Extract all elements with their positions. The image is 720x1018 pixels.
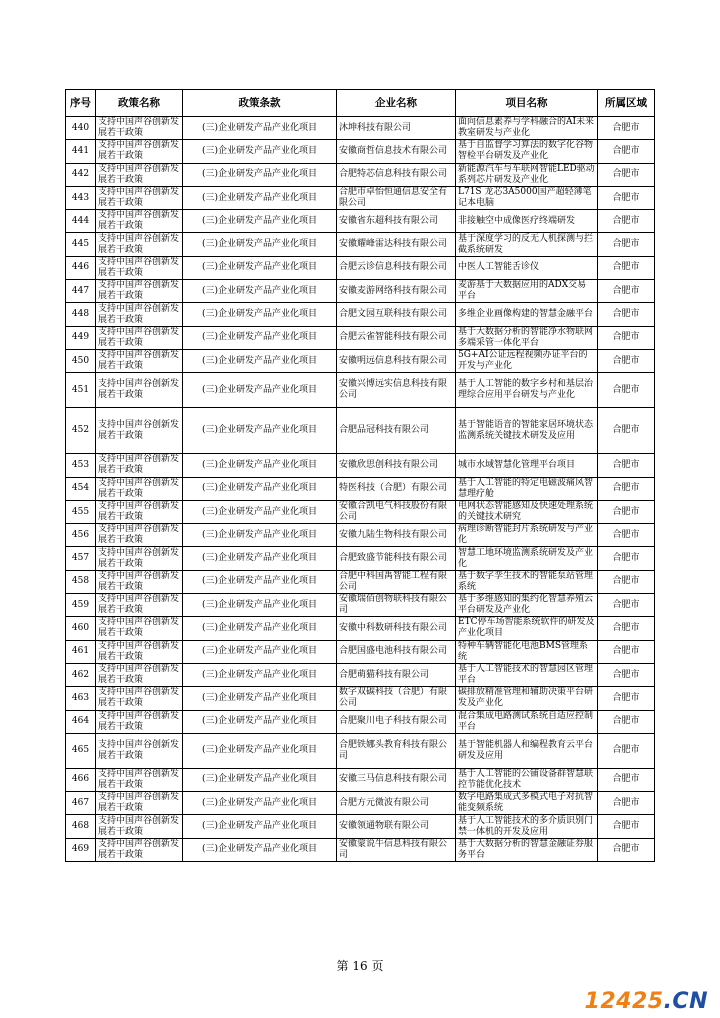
cell-region: 合肥市 — [598, 733, 655, 768]
cell-region: 合肥市 — [598, 233, 655, 256]
cell-policy-terms: (三)企业研发产品产业化项目 — [183, 233, 337, 256]
cell-region: 合肥市 — [598, 408, 655, 454]
cell-region: 合肥市 — [598, 663, 655, 686]
table-row — [66, 163, 655, 186]
cell-project-name: 新能源汽车与车联网智能LED驱动系列芯片研发及产业化 — [456, 163, 598, 186]
cell-policy-name: 支持中国声谷创新发展若干政策 — [96, 500, 183, 523]
table-row — [66, 570, 655, 593]
cell-region: 合肥市 — [598, 524, 655, 547]
header-seq: 序号 — [66, 90, 96, 117]
table-row — [66, 710, 655, 733]
table-row — [66, 815, 655, 838]
table-row — [66, 524, 655, 547]
page-number: 第 16 页 — [336, 959, 384, 973]
cell-seq: 442 — [66, 163, 96, 186]
cell-policy-terms: (三)企业研发产品产业化项目 — [183, 163, 337, 186]
header-policy-name: 政策名称 — [96, 90, 183, 117]
cell-policy-terms: (三)企业研发产品产业化项目 — [183, 768, 337, 791]
cell-policy-name: 支持中国声谷创新发展若干政策 — [96, 547, 183, 570]
table-row — [66, 373, 655, 408]
cell-project-name: 城市水域智慧化管理平台项目 — [456, 454, 598, 477]
cell-company-name: 合肥聚川电子科技有限公司 — [337, 710, 456, 733]
cell-policy-terms: (三)企业研发产品产业化项目 — [183, 617, 337, 640]
cell-policy-name: 支持中国声谷创新发展若干政策 — [96, 768, 183, 791]
cell-project-name: 基于人工智能的特定电磁波痛风智慧理疗舱 — [456, 477, 598, 500]
cell-seq: 450 — [66, 349, 96, 372]
cell-policy-name: 支持中国声谷创新发展若干政策 — [96, 710, 183, 733]
cell-policy-terms: (三)企业研发产品产业化项目 — [183, 326, 337, 349]
cell-policy-terms: (三)企业研发产品产业化项目 — [183, 500, 337, 523]
cell-company-name: 合肥方元微波有限公司 — [337, 792, 456, 815]
cell-project-name: 混合集成电路测试系统自适应控制平台 — [456, 710, 598, 733]
watermark-number: 12425 — [584, 989, 664, 1014]
cell-seq: 458 — [66, 570, 96, 593]
cell-seq: 462 — [66, 663, 96, 686]
cell-policy-name: 支持中国声谷创新发展若干政策 — [96, 617, 183, 640]
cell-project-name: 多维企业画像构建的智慧金融平台 — [456, 303, 598, 326]
cell-policy-name: 支持中国声谷创新发展若干政策 — [96, 733, 183, 768]
cell-region: 合肥市 — [598, 163, 655, 186]
cell-policy-terms: (三)企业研发产品产业化项目 — [183, 640, 337, 663]
table-row — [66, 408, 655, 454]
cell-company-name: 合肥致盛节能科技有限公司 — [337, 547, 456, 570]
cell-policy-name: 支持中国声谷创新发展若干政策 — [96, 594, 183, 617]
cell-project-name: 智慧工地环境监测系统研发及产业化 — [456, 547, 598, 570]
cell-region: 合肥市 — [598, 117, 655, 140]
cell-region: 合肥市 — [598, 687, 655, 710]
header-company-name: 企业名称 — [337, 90, 456, 117]
cell-company-name: 安徽兴博远实信息科技有限公司 — [337, 373, 456, 408]
header-project-name: 项目名称 — [456, 90, 598, 117]
table-row — [66, 117, 655, 140]
cell-company-name: 安徽耀峰雷达科技有限公司 — [337, 233, 456, 256]
cell-company-name: 合肥中科国禹智能工程有限公司 — [337, 570, 456, 593]
cell-region: 合肥市 — [598, 710, 655, 733]
policy-project-table — [65, 89, 655, 862]
cell-policy-name: 支持中国声谷创新发展若干政策 — [96, 326, 183, 349]
cell-region: 合肥市 — [598, 373, 655, 408]
cell-seq: 463 — [66, 687, 96, 710]
cell-seq: 457 — [66, 547, 96, 570]
cell-policy-terms: (三)企业研发产品产业化项目 — [183, 710, 337, 733]
cell-project-name: 基于人工智能技术的智慧园区管理平台 — [456, 663, 598, 686]
cell-policy-terms: (三)企业研发产品产业化项目 — [183, 838, 337, 861]
cell-policy-name: 支持中国声谷创新发展若干政策 — [96, 454, 183, 477]
watermark-tld: .CN — [663, 989, 708, 1014]
cell-project-name: 基于大数据分析的智能净水物联网多端采管一体化平台 — [456, 326, 598, 349]
cell-region: 合肥市 — [598, 815, 655, 838]
cell-policy-terms: (三)企业研发产品产业化项目 — [183, 280, 337, 303]
cell-company-name: 合肥铁娜头教育科技有限公司 — [337, 733, 456, 768]
cell-region: 合肥市 — [598, 256, 655, 279]
cell-policy-name: 支持中国声谷创新发展若干政策 — [96, 373, 183, 408]
cell-region: 合肥市 — [598, 570, 655, 593]
cell-project-name: 特种车辆智能化电池BMS管理系统 — [456, 640, 598, 663]
cell-project-name: L71S 龙芯3A5000国产超轻薄笔记本电脑 — [456, 186, 598, 209]
cell-policy-terms: (三)企业研发产品产业化项目 — [183, 687, 337, 710]
cell-policy-name: 支持中国声谷创新发展若干政策 — [96, 408, 183, 454]
cell-seq: 468 — [66, 815, 96, 838]
cell-company-name: 合肥国盛电池科技有限公司 — [337, 640, 456, 663]
cell-policy-terms: (三)企业研发产品产业化项目 — [183, 815, 337, 838]
cell-seq: 455 — [66, 500, 96, 523]
cell-company-name: 安徽合凯电气科技股份有限公司 — [337, 500, 456, 523]
cell-policy-name: 支持中国声谷创新发展若干政策 — [96, 815, 183, 838]
cell-project-name: 基于自监督学习算法的数字化谷物智检平台研发及产业化 — [456, 140, 598, 163]
cell-company-name: 合肥市卓怡恒通信息安全有限公司 — [337, 186, 456, 209]
cell-region: 合肥市 — [598, 838, 655, 861]
cell-seq: 465 — [66, 733, 96, 768]
cell-seq: 452 — [66, 408, 96, 454]
cell-seq: 445 — [66, 233, 96, 256]
cell-policy-name: 支持中国声谷创新发展若干政策 — [96, 640, 183, 663]
cell-policy-terms: (三)企业研发产品产业化项目 — [183, 210, 337, 233]
cell-project-name: 麦游基于大数据应用的ADX交易平台 — [456, 280, 598, 303]
cell-seq: 459 — [66, 594, 96, 617]
cell-project-name: ETC停车场智能系统软件的研发及产业化项目 — [456, 617, 598, 640]
cell-region: 合肥市 — [598, 640, 655, 663]
cell-seq: 467 — [66, 792, 96, 815]
table-row — [66, 326, 655, 349]
cell-policy-terms: (三)企业研发产品产业化项目 — [183, 524, 337, 547]
table-row — [66, 454, 655, 477]
cell-seq: 454 — [66, 477, 96, 500]
cell-seq: 440 — [66, 117, 96, 140]
cell-company-name: 合肥特芯信息科技有限公司 — [337, 163, 456, 186]
cell-policy-terms: (三)企业研发产品产业化项目 — [183, 349, 337, 372]
cell-company-name: 合肥文园互联科技有限公司 — [337, 303, 456, 326]
cell-region: 合肥市 — [598, 454, 655, 477]
table-row — [66, 500, 655, 523]
cell-seq: 443 — [66, 186, 96, 209]
cell-seq: 464 — [66, 710, 96, 733]
cell-company-name: 合肥品冠科技有限公司 — [337, 408, 456, 454]
cell-policy-terms: (三)企业研发产品产业化项目 — [183, 140, 337, 163]
cell-policy-name: 支持中国声谷创新发展若干政策 — [96, 210, 183, 233]
cell-policy-terms: (三)企业研发产品产业化项目 — [183, 454, 337, 477]
cell-company-name: 安徽三马信息科技有限公司 — [337, 768, 456, 791]
cell-seq: 456 — [66, 524, 96, 547]
cell-region: 合肥市 — [598, 186, 655, 209]
cell-region: 合肥市 — [598, 594, 655, 617]
cell-company-name: 安徽蒙说牛信息科技有限公司 — [337, 838, 456, 861]
cell-seq: 466 — [66, 768, 96, 791]
cell-company-name: 特医科技（合肥）有限公司 — [337, 477, 456, 500]
cell-region: 合肥市 — [598, 768, 655, 791]
table-row — [66, 792, 655, 815]
table-row — [66, 594, 655, 617]
cell-policy-terms: (三)企业研发产品产业化项目 — [183, 477, 337, 500]
cell-project-name: 基于数字孪生技术的智能泵站管理系统 — [456, 570, 598, 593]
cell-project-name: 病理诊断智能封片系统研发与产业化 — [456, 524, 598, 547]
table-row — [66, 640, 655, 663]
cell-policy-name: 支持中国声谷创新发展若干政策 — [96, 163, 183, 186]
cell-policy-name: 支持中国声谷创新发展若干政策 — [96, 117, 183, 140]
table-row — [66, 547, 655, 570]
cell-project-name: 基于大数据分析的智慧金融证券服务平台 — [456, 838, 598, 861]
cell-policy-terms: (三)企业研发产品产业化项目 — [183, 733, 337, 768]
cell-seq: 446 — [66, 256, 96, 279]
cell-seq: 460 — [66, 617, 96, 640]
cell-seq: 461 — [66, 640, 96, 663]
cell-region: 合肥市 — [598, 326, 655, 349]
cell-policy-terms: (三)企业研发产品产业化项目 — [183, 117, 337, 140]
cell-region: 合肥市 — [598, 617, 655, 640]
cell-company-name: 合肥萌猫科技有限公司 — [337, 663, 456, 686]
cell-region: 合肥市 — [598, 140, 655, 163]
cell-policy-terms: (三)企业研发产品产业化项目 — [183, 547, 337, 570]
table-row — [66, 687, 655, 710]
cell-policy-terms: (三)企业研发产品产业化项目 — [183, 792, 337, 815]
cell-company-name: 合肥云雀智能科技有限公司 — [337, 326, 456, 349]
cell-policy-terms: (三)企业研发产品产业化项目 — [183, 570, 337, 593]
cell-policy-name: 支持中国声谷创新发展若干政策 — [96, 303, 183, 326]
cell-region: 合肥市 — [598, 280, 655, 303]
cell-region: 合肥市 — [598, 500, 655, 523]
cell-region: 合肥市 — [598, 792, 655, 815]
cell-project-name: 电网状态智能感知及快速处理系统的关键技术研究 — [456, 500, 598, 523]
cell-policy-name: 支持中国声谷创新发展若干政策 — [96, 280, 183, 303]
header-region: 所属区域 — [598, 90, 655, 117]
cell-project-name: 基于人工智能技术的多介质识别门禁一体机的开发及应用 — [456, 815, 598, 838]
cell-project-name: 5G+AI公证远程视频办证平台的开发与产业化 — [456, 349, 598, 372]
table-row — [66, 303, 655, 326]
cell-policy-name: 支持中国声谷创新发展若干政策 — [96, 349, 183, 372]
table-row — [66, 186, 655, 209]
cell-seq: 447 — [66, 280, 96, 303]
cell-policy-name: 支持中国声谷创新发展若干政策 — [96, 570, 183, 593]
table-body — [66, 117, 655, 862]
site-watermark-logo — [585, 989, 708, 1014]
cell-company-name: 安徽欣思创科技有限公司 — [337, 454, 456, 477]
cell-company-name: 安徽省东超科技有限公司 — [337, 210, 456, 233]
cell-policy-terms: (三)企业研发产品产业化项目 — [183, 256, 337, 279]
cell-project-name: 基于智能机器人和编程教育云平台研发及应用 — [456, 733, 598, 768]
cell-policy-name: 支持中国声谷创新发展若干政策 — [96, 186, 183, 209]
cell-company-name: 合肥云诊信息科技有限公司 — [337, 256, 456, 279]
cell-policy-terms: (三)企业研发产品产业化项目 — [183, 373, 337, 408]
header-policy-terms: 政策条款 — [183, 90, 337, 117]
cell-company-name: 安徽麦游网络科技有限公司 — [337, 280, 456, 303]
cell-company-name: 安徽商哲信息技术有限公司 — [337, 140, 456, 163]
cell-policy-name: 支持中国声谷创新发展若干政策 — [96, 477, 183, 500]
table-row — [66, 477, 655, 500]
cell-seq: 451 — [66, 373, 96, 408]
table-row — [66, 663, 655, 686]
cell-company-name: 安徽中科数研科技有限公司 — [337, 617, 456, 640]
cell-company-name: 沐坤科技有限公司 — [337, 117, 456, 140]
cell-company-name: 安徽明远信息科技有限公司 — [337, 349, 456, 372]
cell-seq: 448 — [66, 303, 96, 326]
cell-seq: 453 — [66, 454, 96, 477]
cell-region: 合肥市 — [598, 477, 655, 500]
cell-project-name: 中医人工智能舌诊仪 — [456, 256, 598, 279]
cell-project-name: 碳排放精准管理和辅助决策平台研发及产业化 — [456, 687, 598, 710]
cell-policy-name: 支持中国声谷创新发展若干政策 — [96, 524, 183, 547]
cell-policy-name: 支持中国声谷创新发展若干政策 — [96, 233, 183, 256]
table-row — [66, 733, 655, 768]
cell-seq: 469 — [66, 838, 96, 861]
table-row — [66, 349, 655, 372]
table-row — [66, 768, 655, 791]
cell-company-name: 数字双碳科技（合肥）有限公司 — [337, 687, 456, 710]
cell-policy-terms: (三)企业研发产品产业化项目 — [183, 594, 337, 617]
cell-seq: 441 — [66, 140, 96, 163]
cell-company-name: 安徽瑞佰创物联科技有限公司 — [337, 594, 456, 617]
cell-project-name: 基于智能语音的智能家居环境状态监测系统关键技术研发及应用 — [456, 408, 598, 454]
cell-project-name: 面向信息素养与学科融合的AI未来教室研发与产业化 — [456, 117, 598, 140]
cell-seq: 444 — [66, 210, 96, 233]
cell-project-name: 基于人工智能的公铺设备群智慧联控节能优化技术 — [456, 768, 598, 791]
table-row — [66, 233, 655, 256]
cell-project-name: 基于多维感知的集约化智慧养殖云平台研发及产业化 — [456, 594, 598, 617]
cell-policy-terms: (三)企业研发产品产业化项目 — [183, 303, 337, 326]
table-row — [66, 280, 655, 303]
cell-policy-name: 支持中国声谷创新发展若干政策 — [96, 256, 183, 279]
cell-project-name: 数字电路集成式多模式电子对抗智能变频系统 — [456, 792, 598, 815]
table-row — [66, 256, 655, 279]
table-row — [66, 140, 655, 163]
cell-policy-name: 支持中国声谷创新发展若干政策 — [96, 687, 183, 710]
table-row — [66, 838, 655, 861]
table-row — [66, 617, 655, 640]
cell-project-name: 基于深度学习的反无人机探测与拦截系统研发 — [456, 233, 598, 256]
cell-company-name: 安徽领通物联有限公司 — [337, 815, 456, 838]
cell-policy-terms: (三)企业研发产品产业化项目 — [183, 186, 337, 209]
cell-policy-name: 支持中国声谷创新发展若干政策 — [96, 792, 183, 815]
cell-policy-name: 支持中国声谷创新发展若干政策 — [96, 838, 183, 861]
cell-project-name: 非接触空中成像医疗终端研发 — [456, 210, 598, 233]
table-row — [66, 210, 655, 233]
cell-region: 合肥市 — [598, 547, 655, 570]
cell-policy-name: 支持中国声谷创新发展若干政策 — [96, 140, 183, 163]
cell-region: 合肥市 — [598, 303, 655, 326]
cell-policy-terms: (三)企业研发产品产业化项目 — [183, 663, 337, 686]
cell-policy-name: 支持中国声谷创新发展若干政策 — [96, 663, 183, 686]
cell-policy-terms: (三)企业研发产品产业化项目 — [183, 408, 337, 454]
table-header-row — [66, 90, 655, 117]
cell-seq: 449 — [66, 326, 96, 349]
cell-region: 合肥市 — [598, 210, 655, 233]
cell-company-name: 安徽九陆生物科技有限公司 — [337, 524, 456, 547]
cell-region: 合肥市 — [598, 349, 655, 372]
cell-project-name: 基于人工智能的数字乡村和基层治理综合应用平台研发与产业化 — [456, 373, 598, 408]
